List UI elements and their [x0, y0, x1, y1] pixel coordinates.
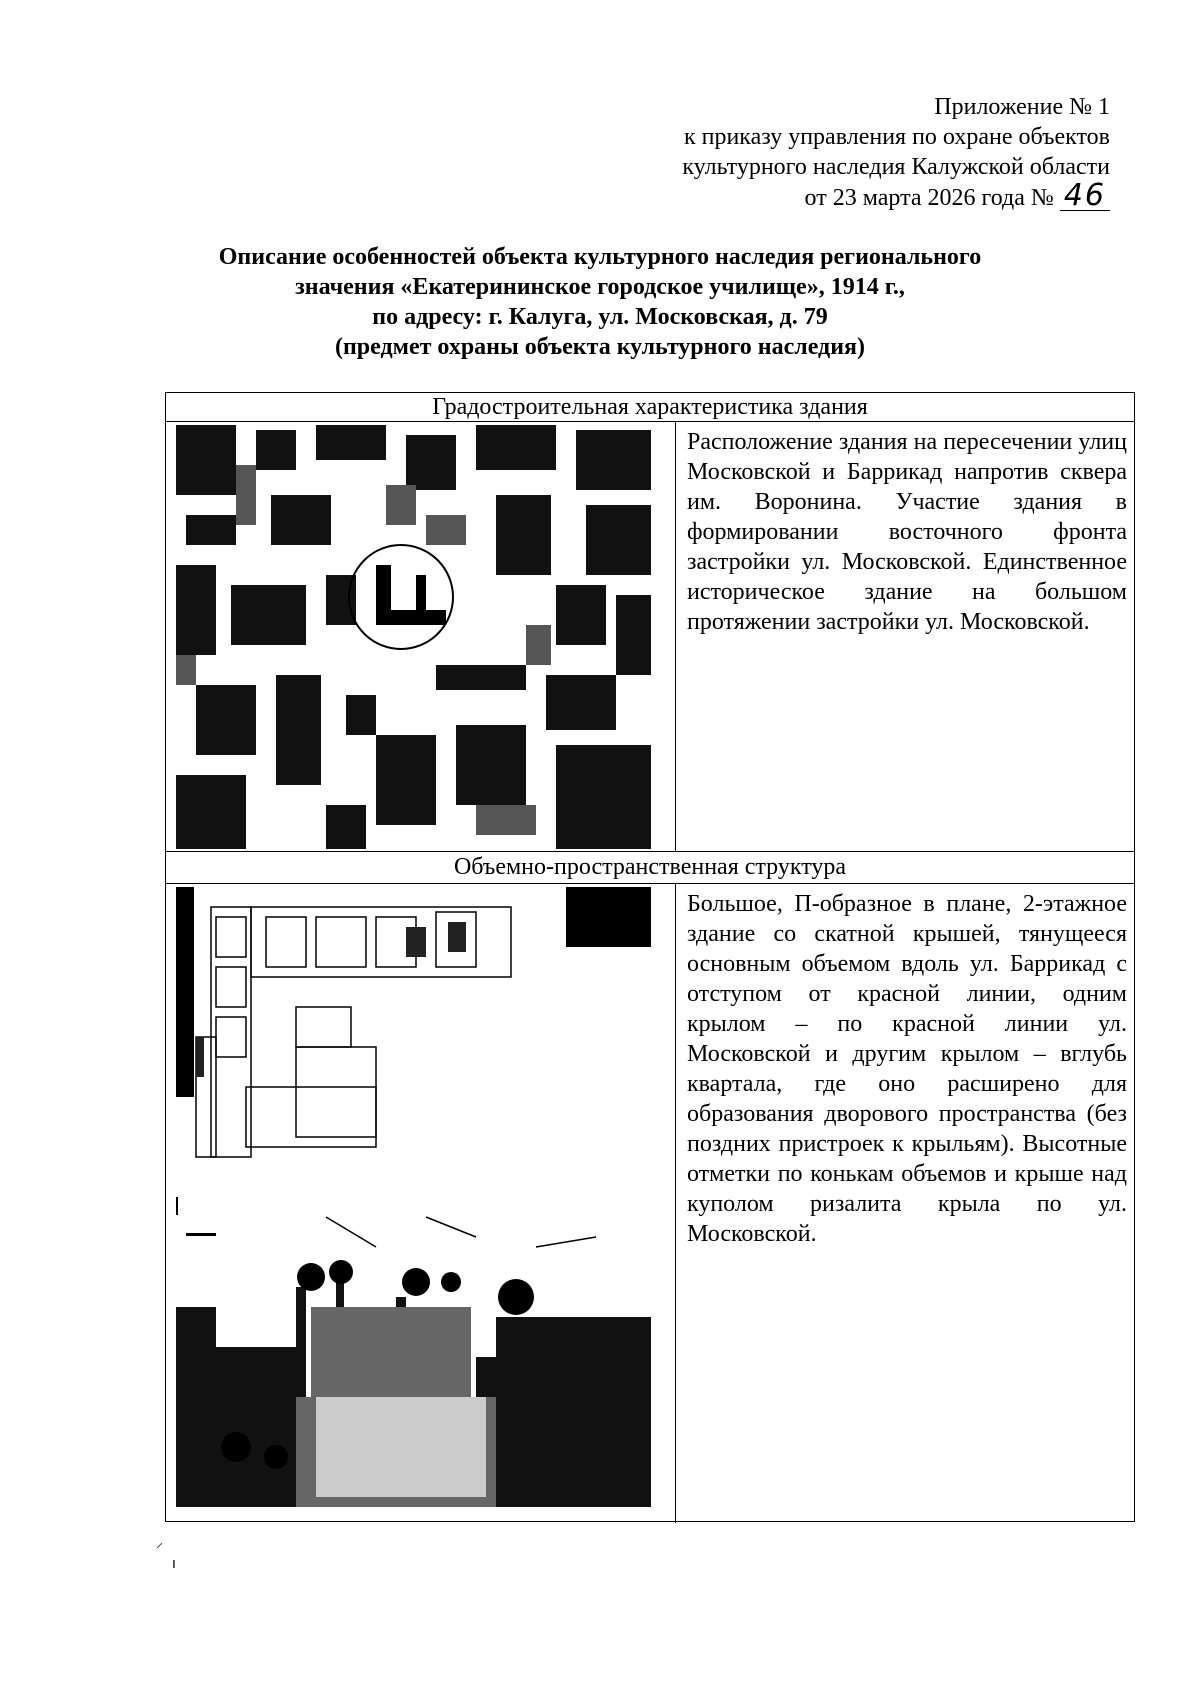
appendix-authority: культурного наследия Калужской области	[682, 154, 1110, 180]
scan-mark: ⸝	[156, 1535, 163, 1551]
aerial-photo	[176, 425, 651, 849]
floor-plan-and-street-photo	[176, 887, 651, 1507]
scan-mark: ı	[172, 1556, 176, 1572]
appendix-order-ref: к приказу управления по охране объектов	[683, 124, 1110, 150]
volume-structure-text: Большое, П-образное в плане, 2-этажное здание со скатной крышей, тянущееся основным объемом вдоль ул. Баррикад с отступом от красной линии, одним крылом – по красной линии ул. Московской и другим крылом – вглубь квартала, где оно расширено для образования дворового пространства (без поздних пристроек к крыльям). Высотные отметки по конькам объемов и крыше над куполом ризалита крыла по ул. Московской.	[687, 891, 1127, 1247]
appendix-date: от 23 марта 2026 года №	[804, 185, 1054, 211]
column-divider	[675, 883, 676, 1523]
column-divider	[675, 421, 676, 851]
appendix-title: Приложение № 1	[934, 94, 1110, 120]
appendix-date-line	[682, 178, 1110, 213]
table-divider	[166, 421, 1134, 422]
title-line-1: Описание особенностей объекта культурного наследия регионального	[218, 244, 982, 270]
urban-characteristics-text: Расположение здания на пересечении улиц Московской и Баррикад напротив сквера им. Воронина. Участие здания в формировании восточного фронта застройки ул. Московской. Единственное историческое здание на большом протяжении застройки ул. Московской.	[687, 429, 1127, 635]
table-divider	[166, 851, 1134, 852]
title-line-2: значения «Екатерининское городское училище», 1914 г.,	[295, 274, 905, 300]
section-header-urban: Градостроительная характеристика здания	[432, 394, 868, 420]
title-line-4: (предмет охраны объекта культурного наследия)	[334, 334, 865, 360]
table-divider	[166, 883, 1134, 884]
protection-subject-table	[165, 392, 1135, 1522]
document-title	[150, 242, 1050, 362]
order-number-handwritten: 46	[1060, 182, 1110, 211]
floor-plan-and-street-photo-graphic	[176, 887, 651, 1507]
appendix-header	[682, 92, 1110, 213]
section-header-volume: Объемно-пространственная структура	[453, 854, 847, 880]
title-line-3: по адресу: г. Калуга, ул. Московская, д. 79	[372, 304, 828, 330]
aerial-photo-graphic	[176, 425, 651, 849]
